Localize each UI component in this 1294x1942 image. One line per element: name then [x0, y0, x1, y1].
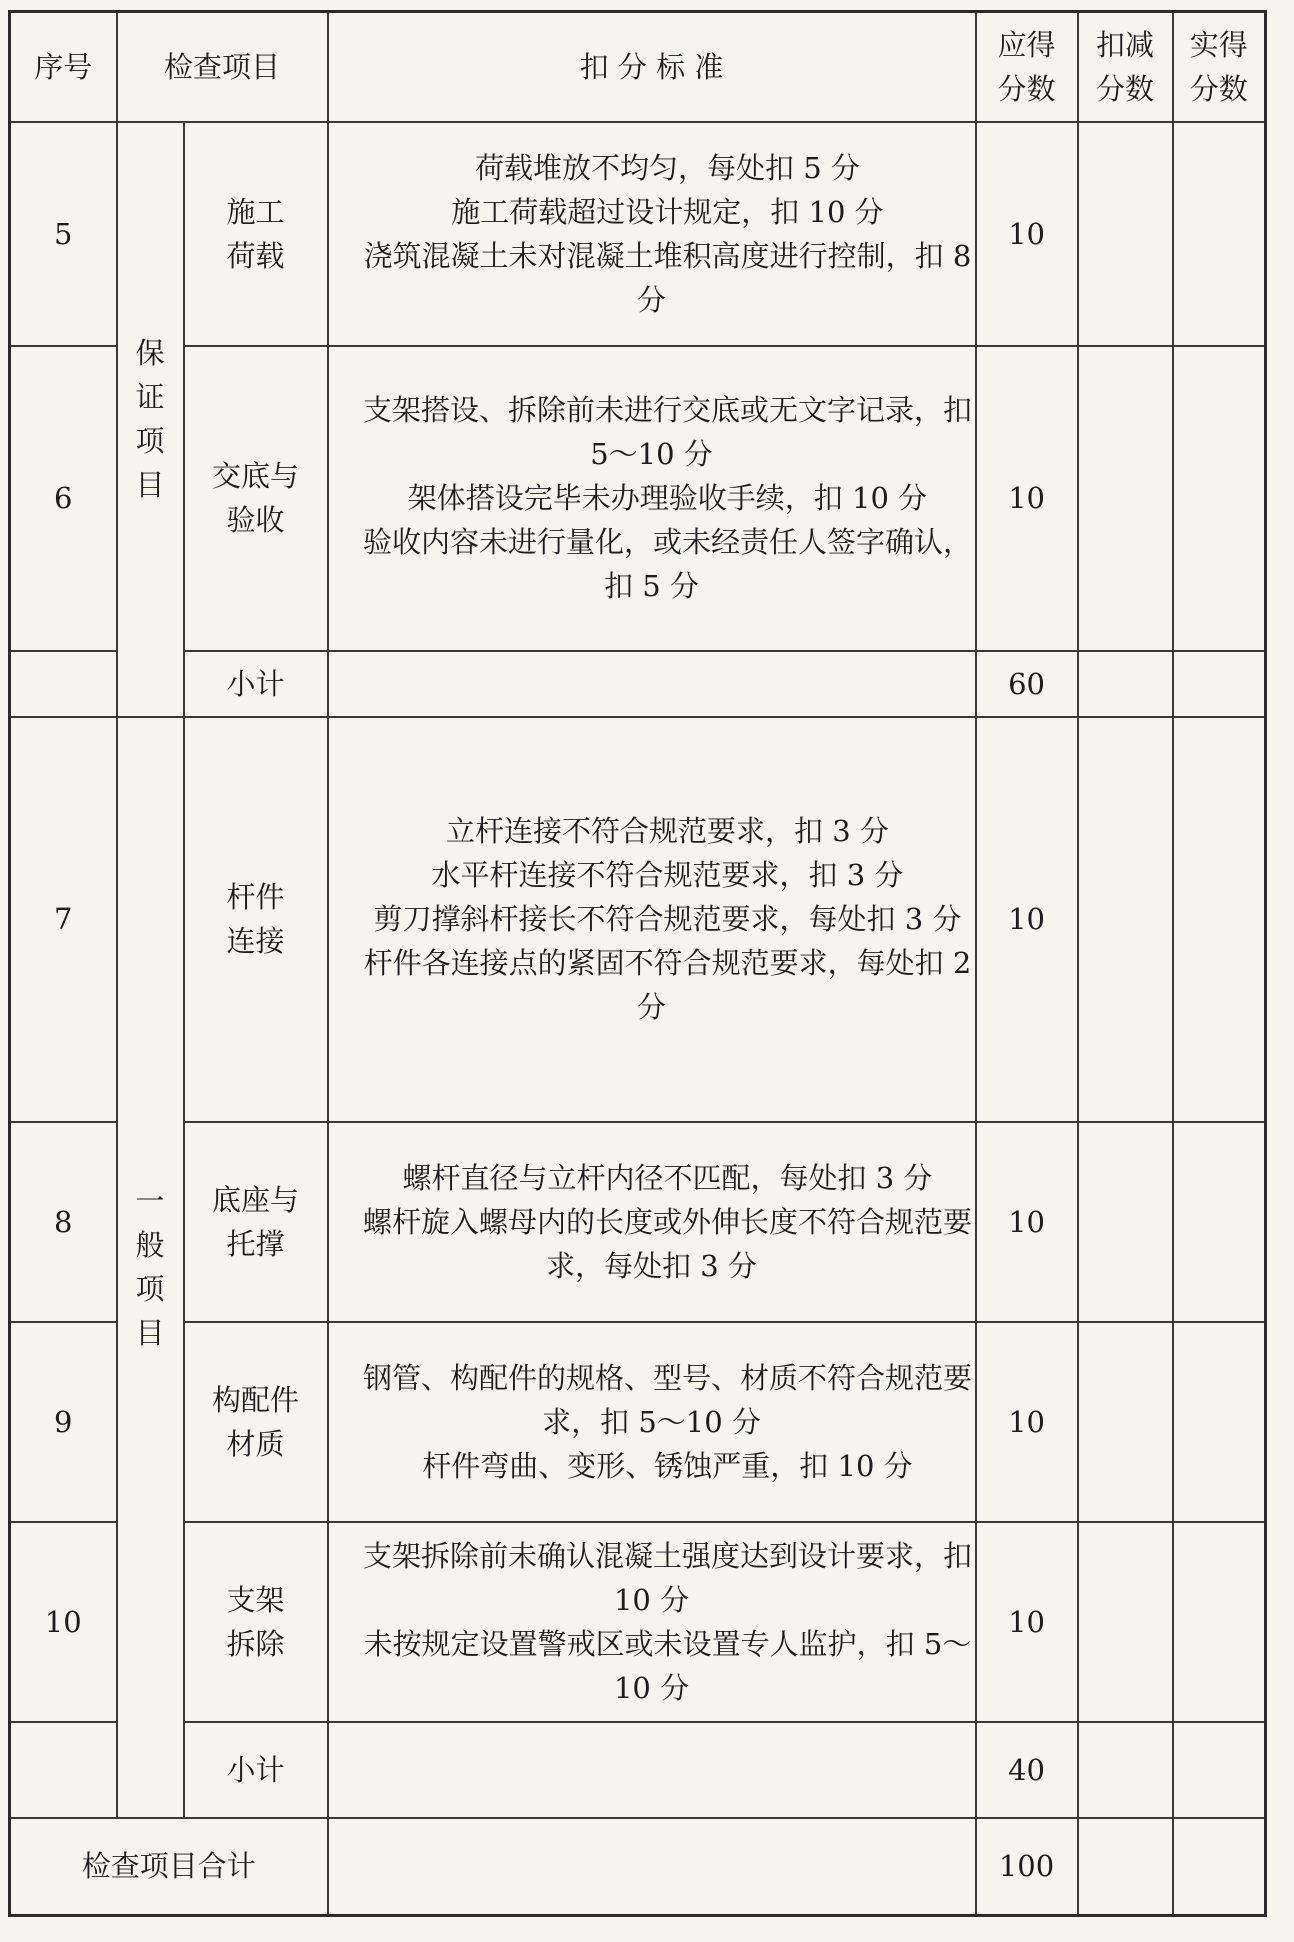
actual-score-cell	[1173, 1522, 1266, 1722]
deduct-score-cell	[1078, 1722, 1173, 1818]
table-row	[10, 346, 1266, 651]
actual-score-cell	[1173, 1122, 1266, 1322]
deduct-score-cell	[1078, 1322, 1173, 1522]
table-row	[10, 1322, 1266, 1522]
subtotal-score: 40	[976, 1722, 1078, 1818]
deduction-standard-empty	[328, 1818, 976, 1916]
deduction-standard: 荷载堆放不均匀，每处扣 5 分 施工荷载超过设计规定，扣 10 分 浇筑混凝土未对混凝土堆积高度进行控制，扣 8 分	[328, 122, 976, 346]
deduct-score-cell	[1078, 651, 1173, 717]
item-name: 底座与托撑	[184, 1122, 328, 1322]
due-score: 10	[976, 1322, 1078, 1522]
subtotal-score: 60	[976, 651, 1078, 717]
deduction-standard: 螺杆直径与立杆内径不匹配，每处扣 3 分 螺杆旋入螺母内的长度或外伸长度不符合规范要求，每处扣 3 分	[328, 1122, 976, 1322]
subtotal-row	[10, 651, 1266, 717]
header-deduct-score: 扣减分数	[1078, 12, 1173, 122]
header-standard: 扣 分 标 准	[328, 12, 976, 122]
row-seq: 8	[10, 1122, 117, 1322]
deduction-standard-empty	[328, 651, 976, 717]
table-row	[10, 122, 1266, 346]
header-due-score: 应得分数	[976, 12, 1078, 122]
deduction-standard: 支架搭设、拆除前未进行交底或无文字记录，扣 5～10 分 架体搭设完毕未办理验收手续，扣 10 分 验收内容未进行量化，或未经责任人签字确认，扣 5 分	[328, 346, 976, 651]
deduction-standard: 支架拆除前未确认混凝土强度达到设计要求，扣 10 分 未按规定设置警戒区或未设置专人监护，扣 5～10 分	[328, 1522, 976, 1722]
total-row	[10, 1818, 1266, 1916]
item-name: 交底与验收	[184, 346, 328, 651]
row-seq-empty	[10, 1722, 117, 1818]
table-row	[10, 1122, 1266, 1322]
total-score: 100	[976, 1818, 1078, 1916]
table-row	[10, 1522, 1266, 1722]
inspection-scoring-table	[8, 10, 1264, 1917]
deduct-score-cell	[1078, 346, 1173, 651]
actual-score-cell	[1173, 346, 1266, 651]
row-seq: 7	[10, 717, 117, 1122]
header-item: 检查项目	[117, 12, 328, 122]
item-name: 支架拆除	[184, 1522, 328, 1722]
actual-score-cell	[1173, 122, 1266, 346]
due-score: 10	[976, 1522, 1078, 1722]
row-seq: 9	[10, 1322, 117, 1522]
header-row	[10, 12, 1266, 122]
row-seq: 10	[10, 1522, 117, 1722]
group-general: 一般项目	[117, 717, 184, 1818]
deduction-standard: 钢管、构配件的规格、型号、材质不符合规范要求，扣 5～10 分 杆件弯曲、变形、锈蚀严重，扣 10 分	[328, 1322, 976, 1522]
item-name: 杆件连接	[184, 717, 328, 1122]
actual-score-cell	[1173, 1722, 1266, 1818]
due-score: 10	[976, 1122, 1078, 1322]
total-label: 检查项目合计	[10, 1818, 328, 1916]
item-name: 施工荷载	[184, 122, 328, 346]
deduct-score-cell	[1078, 122, 1173, 346]
due-score: 10	[976, 346, 1078, 651]
row-seq: 6	[10, 346, 117, 651]
due-score: 10	[976, 122, 1078, 346]
row-seq-empty	[10, 651, 117, 717]
header-actual-score: 实得分数	[1173, 12, 1266, 122]
table-row	[10, 717, 1266, 1122]
deduction-standard: 立杆连接不符合规范要求，扣 3 分 水平杆连接不符合规范要求，扣 3 分 剪刀撑斜杆接长不符合规范要求，每处扣 3 分 杆件各连接点的紧固不符合规范要求，每处扣 2 分	[328, 717, 976, 1122]
deduct-score-cell	[1078, 717, 1173, 1122]
header-seq: 序号	[10, 12, 117, 122]
item-name: 构配件材质	[184, 1322, 328, 1522]
actual-score-cell	[1173, 1818, 1266, 1916]
subtotal-label: 小计	[184, 651, 328, 717]
deduct-score-cell	[1078, 1522, 1173, 1722]
deduct-score-cell	[1078, 1122, 1173, 1322]
deduction-standard-empty	[328, 1722, 976, 1818]
row-seq: 5	[10, 122, 117, 346]
actual-score-cell	[1173, 651, 1266, 717]
subtotal-row	[10, 1722, 1266, 1818]
actual-score-cell	[1173, 717, 1266, 1122]
deduct-score-cell	[1078, 1818, 1173, 1916]
actual-score-cell	[1173, 1322, 1266, 1522]
subtotal-label: 小计	[184, 1722, 328, 1818]
due-score: 10	[976, 717, 1078, 1122]
group-guarantee: 保证项目	[117, 122, 184, 717]
